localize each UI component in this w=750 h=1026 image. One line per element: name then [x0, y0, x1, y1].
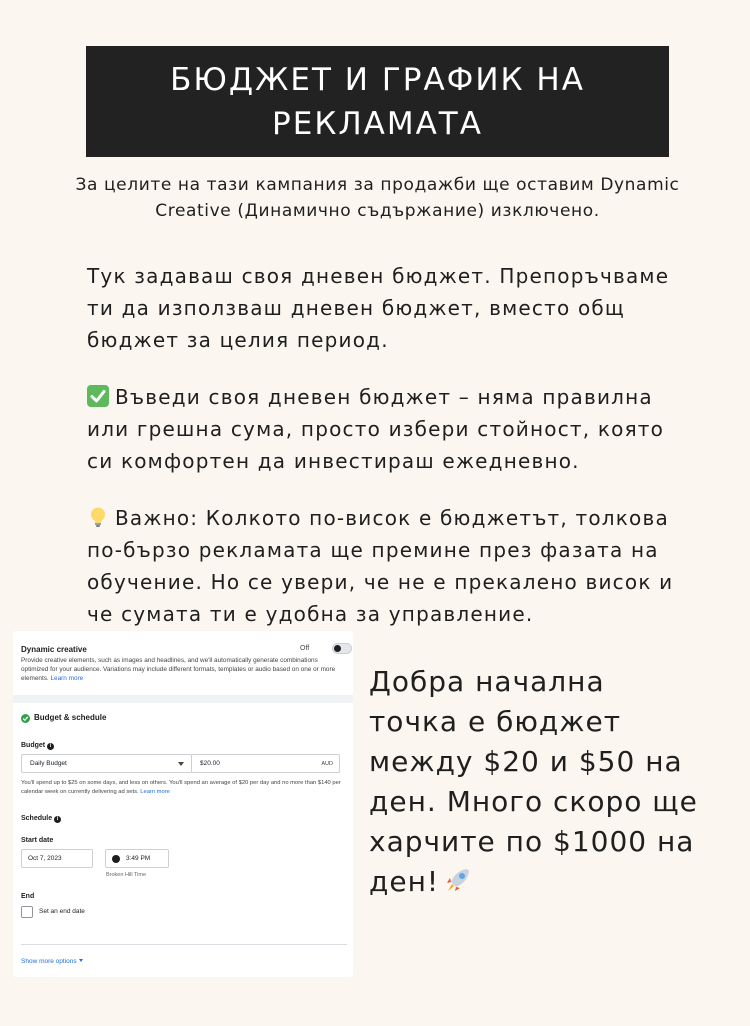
start-date-value: Oct 7, 2023: [28, 855, 62, 862]
currency-label: AUD: [321, 761, 333, 767]
dynamic-creative-toggle-label: Off: [300, 645, 310, 652]
start-date-label: Start date: [21, 837, 54, 844]
budget-amount-input[interactable]: [191, 754, 340, 773]
end-date-checkbox[interactable]: [21, 906, 33, 918]
paragraph-enter-budget: [87, 381, 687, 477]
ads-manager-screenshot: [13, 631, 353, 977]
budget-schedule-title: Budget & schedule: [34, 713, 107, 722]
budget-label: [21, 742, 54, 750]
budget-amount-value: $20.00: [200, 760, 220, 767]
section-divider: [13, 695, 353, 703]
end-date-checkbox-label: Set an end date: [39, 908, 85, 915]
page-title: [86, 46, 669, 157]
intro-text: За целите на тази кампания за продажби ще оставим Dynamic Creative (Динамично съдържание) изключено.: [75, 175, 680, 221]
schedule-info-icon[interactable]: i: [54, 816, 61, 823]
start-time-input[interactable]: [105, 849, 169, 868]
check-mark-button-icon: [87, 385, 109, 407]
toggle-knob: [334, 645, 341, 652]
paragraph-important: [87, 502, 687, 630]
light-bulb-icon: [87, 506, 109, 528]
dynamic-creative-description: [21, 656, 343, 683]
spend-learn-more-link[interactable]: Learn more: [140, 788, 170, 795]
budget-type-select[interactable]: [21, 754, 192, 773]
end-label: End: [21, 893, 35, 900]
spend-note: [21, 779, 346, 796]
rocket-icon: [443, 865, 473, 895]
info-icon[interactable]: i: [47, 743, 54, 750]
start-time-value: 3:49 PM: [126, 855, 151, 862]
schedule-label: [21, 815, 61, 823]
bottom-divider: [21, 944, 347, 945]
clock-icon: [112, 855, 120, 863]
budget-recommendation: [369, 662, 699, 902]
start-date-input[interactable]: [21, 849, 93, 868]
dynamic-creative-toggle[interactable]: [332, 643, 352, 654]
paragraph-important-text: Важно: Колкото по-висок е бюджетът, толкова по-бързо рекламата ще премине през фазата на обучение. Но се увери, че не е прекалено висок и че сумата ти е удобна за управление.: [87, 506, 674, 626]
chevron-down-icon: [79, 959, 83, 962]
timezone-label: Broken Hill Time: [106, 872, 147, 878]
budget-recommendation-text: Добра начална точка е бюджет между $20 и $50 на ден. Много скоро ще харчите по $1000 на ден!: [369, 665, 698, 898]
dynamic-creative-description-text: Provide creative elements, such as images and headlines, and we'll automatically generate combinations optimized for your audience. Variations may include different formats, templates or audio based on one or more elements.: [21, 657, 336, 682]
dynamic-creative-title: Dynamic creative: [21, 645, 87, 654]
page-title-line-1: БЮДЖЕТ И ГРАФИК НА: [170, 61, 585, 98]
show-more-options-link[interactable]: [21, 958, 83, 965]
chevron-down-icon: [178, 762, 184, 766]
show-more-options-text: Show more options: [21, 958, 77, 965]
page-title-line-2: РЕКЛАМАТА: [272, 105, 483, 142]
paragraph-daily-budget: Тук задаваш своя дневен бюджет. Препоръчваме ти да използваш дневен бюджет, вместо общ бюджет за целия период.: [87, 264, 670, 352]
budget-label-text: Budget: [21, 742, 46, 749]
spend-note-text: You'll spend up to $25 on some days, and less on others. You'll spend an average of $20 per day and no more than $140 per calendar week on currently delivering ad sets.: [21, 780, 341, 795]
schedule-label-text: Schedule: [21, 815, 53, 822]
check-circle-icon: [21, 714, 30, 723]
budget-type-value: Daily Budget: [30, 760, 67, 767]
paragraph-enter-budget-text: Въведи своя дневен бюджет – няма правилна или грешна сума, просто избери стойност, която си комфортен да инвестираш ежедневно.: [87, 385, 665, 473]
learn-more-link[interactable]: Learn more: [50, 675, 84, 682]
